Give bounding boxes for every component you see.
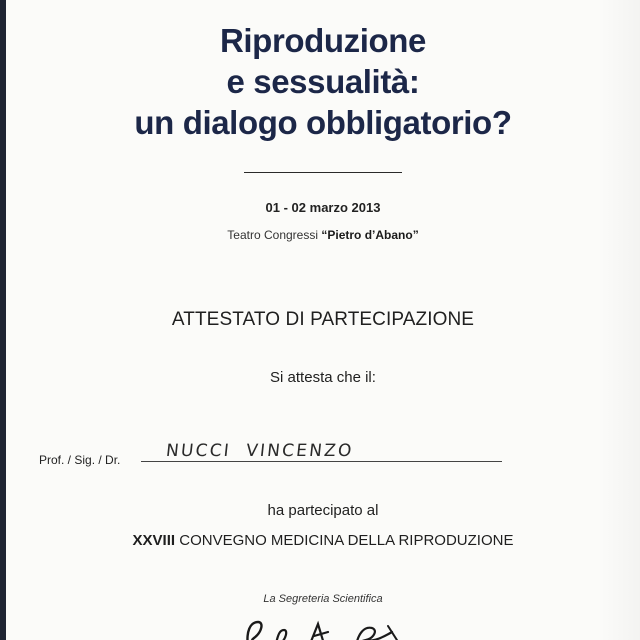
title-line-2: e sessualità: (226, 63, 420, 100)
title-divider (244, 172, 402, 173)
event-dates: 01 - 02 marzo 2013 (265, 200, 381, 215)
name-field-line (141, 461, 502, 462)
event-name-line (6, 532, 640, 549)
event-name: CONVEGNO MEDICINA DELLA RIPRODUZIONE (179, 532, 514, 549)
certificate-sheet (6, 0, 640, 640)
title-line-3: un dialogo obbligatorio? (134, 104, 512, 141)
venue-name: “Pietro d’Abano” (321, 228, 419, 242)
event-number: XXVIII (132, 532, 176, 549)
signatory-label: La Segreteria Scientifica (263, 593, 383, 605)
handwritten-signature (232, 608, 412, 640)
participant-name: NUCCI VINCENZO (164, 441, 355, 461)
participated-text: ha partecipato al (267, 502, 379, 519)
venue-prefix: Teatro Congressi (227, 228, 319, 242)
certificate-intro: Si attesta che il: (270, 369, 376, 386)
event-venue (6, 228, 640, 242)
certificate-heading: ATTESTATO DI PARTECIPAZIONE (171, 309, 475, 330)
title-line-1: Riproduzione (219, 22, 426, 59)
name-field-label: Prof. / Sig. / Dr. (39, 453, 121, 467)
certificate-title (6, 20, 640, 143)
